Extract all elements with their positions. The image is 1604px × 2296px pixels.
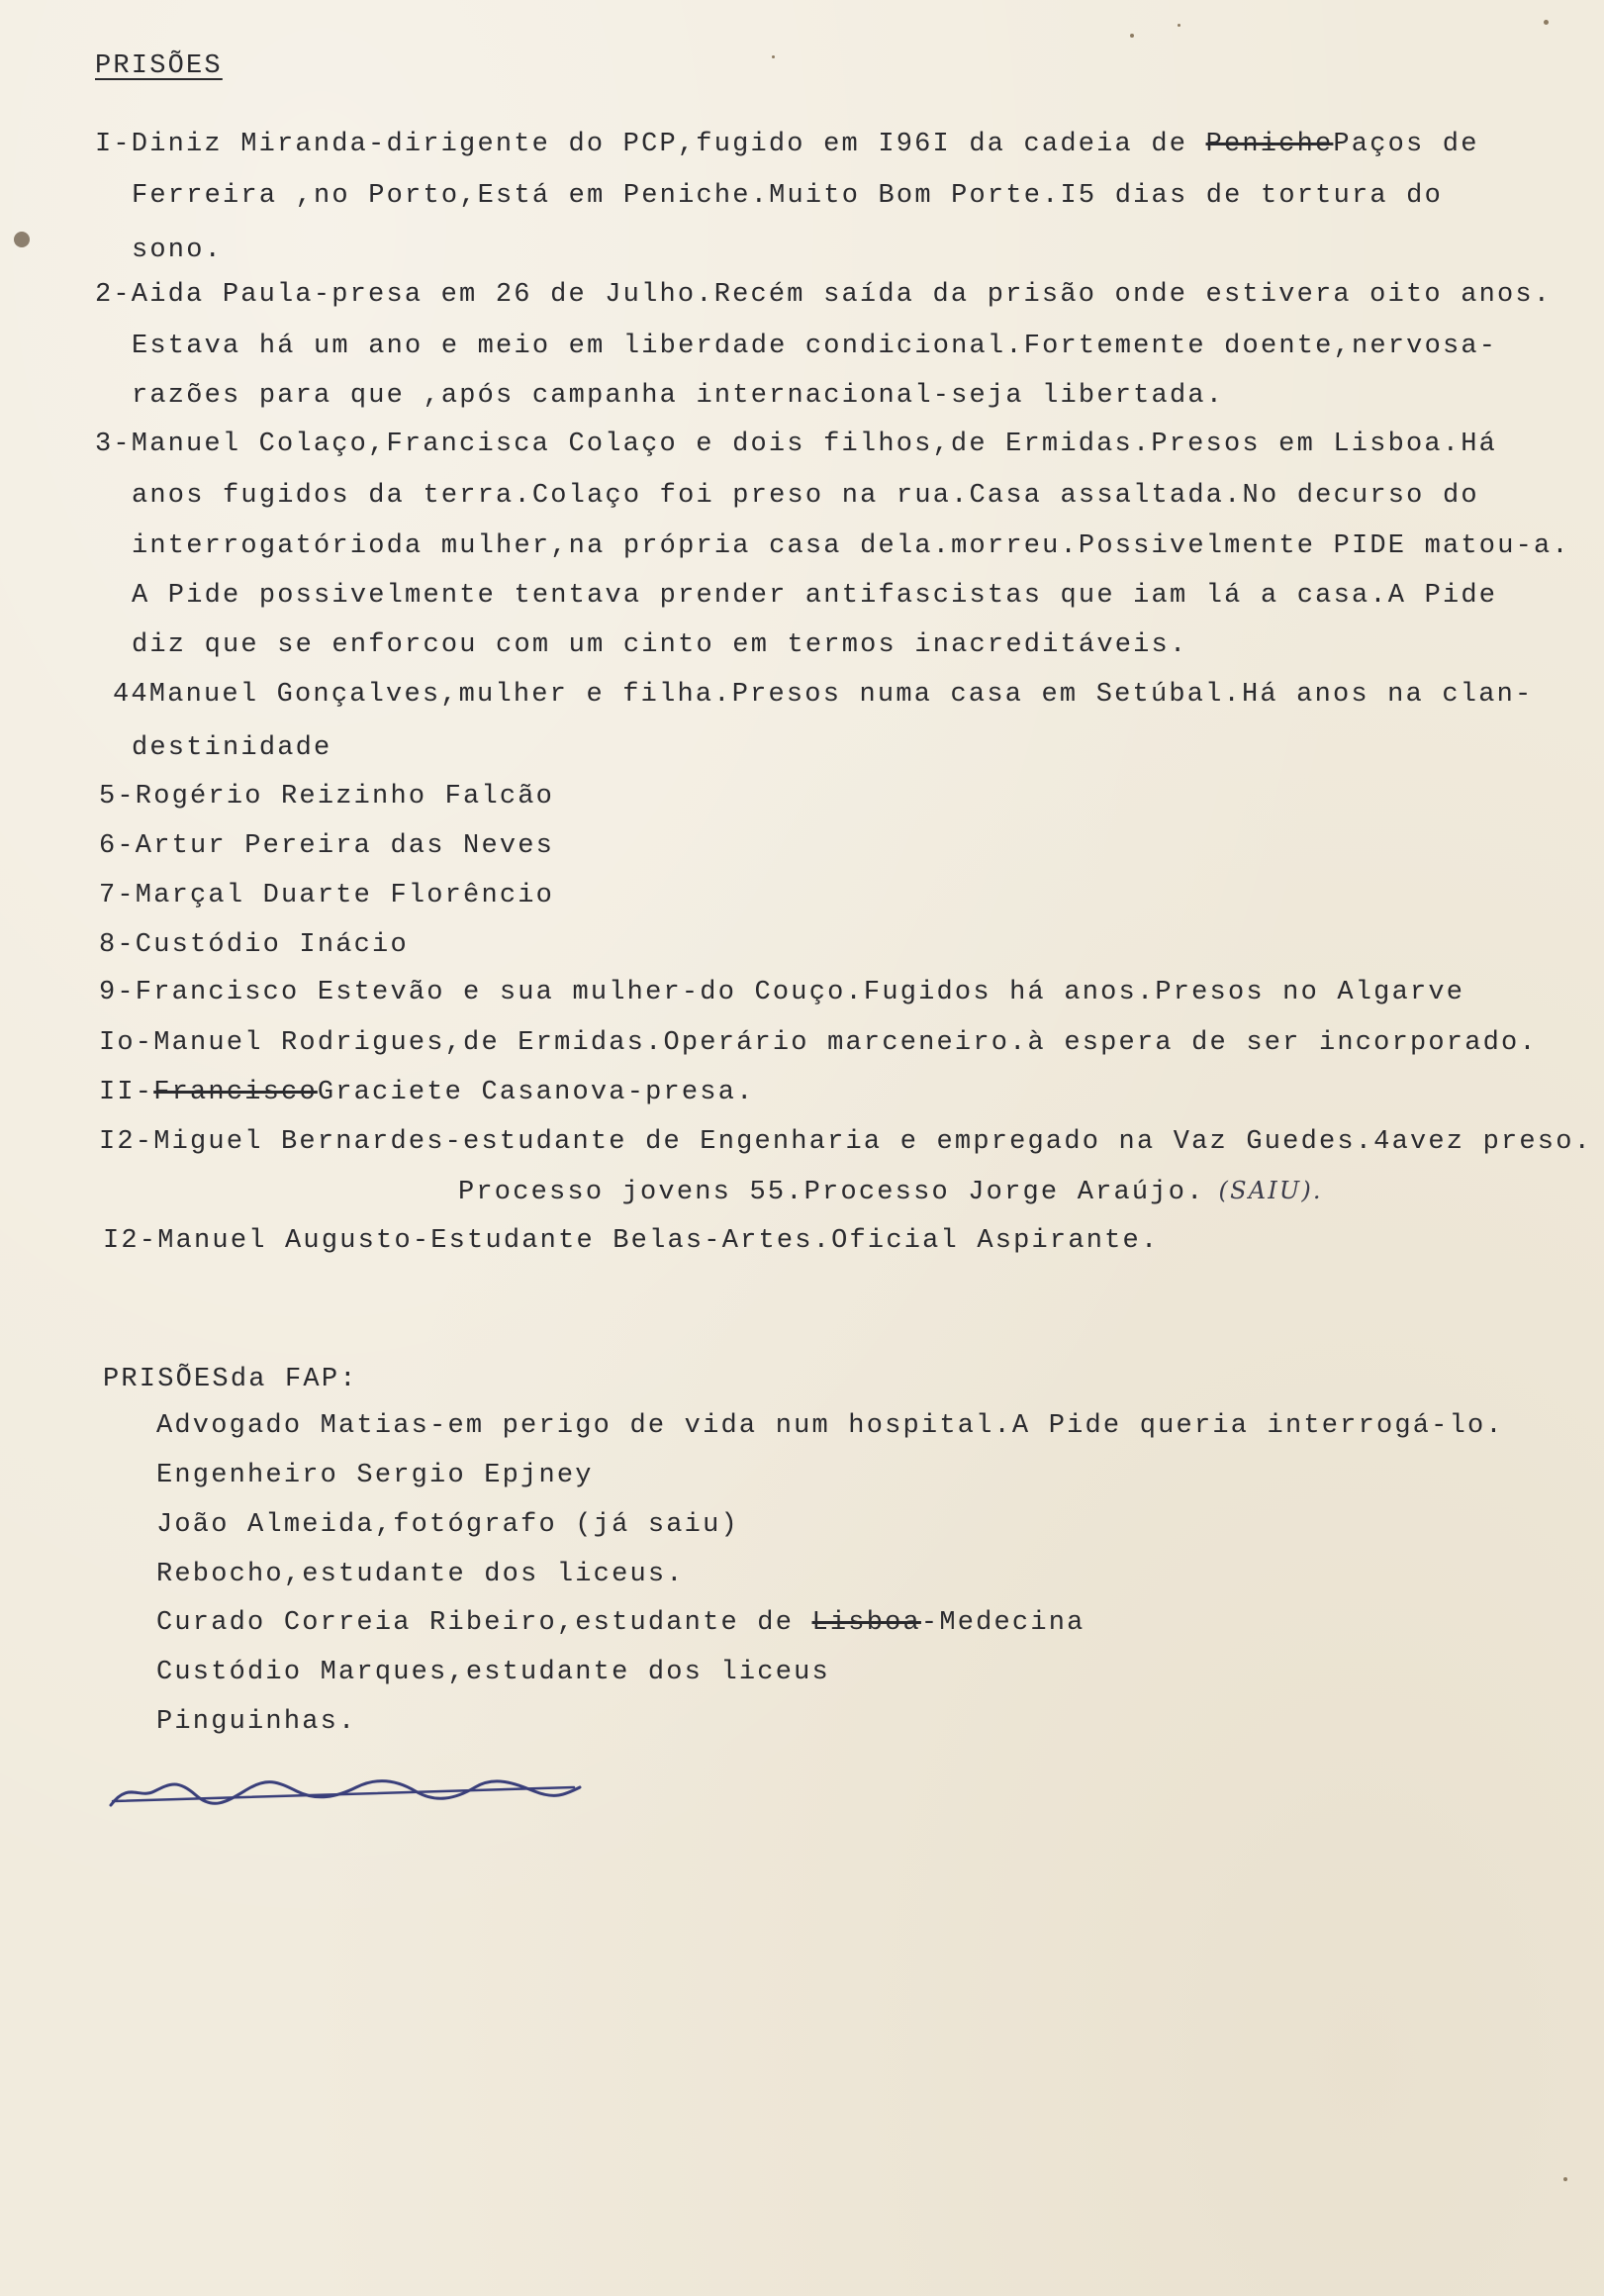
fap-item-6: Custódio Marques,estudante dos liceus (156, 1658, 830, 1687)
entry-3-line-3: interrogatórioda mulher,na própria casa dela.morreu.Possivelmente PIDE matou-a. (132, 531, 1570, 561)
struck-word: Peniche (1205, 130, 1334, 159)
fap-item-5: Curado Correia Ribeiro,estudante de Lisboa-Medecina (156, 1608, 1085, 1638)
fap-item-2: Engenheiro Sergio Epjney (156, 1461, 594, 1490)
fap-item-3: João Almeida,fotógrafo (já saiu) (156, 1510, 739, 1540)
entry-5: 5-Rogério Reizinho Falcão (99, 782, 555, 812)
fap-item-7: Pinguinhas. (156, 1707, 357, 1737)
stain-speck (772, 55, 775, 58)
fap-item-1: Advogado Matias-em perigo de vida num hospital.A Pide queria interrogá-lo. (156, 1411, 1504, 1441)
stain-speck (1544, 20, 1549, 25)
entry-3-line-1: 3-Manuel Colaço,Francisca Colaço e dois filhos,de Ermidas.Presos em Lisboa.Há (95, 430, 1498, 459)
strike-through-stroke (113, 1787, 574, 1801)
entry-8: 8-Custódio Inácio (99, 930, 409, 960)
entry-2-line-2: Estava há um ano e meio em liberdade condicional.Fortemente doente,nervosa- (132, 332, 1498, 361)
struck-word: Francisco (153, 1078, 318, 1107)
entry-6: 6-Artur Pereira das Neves (99, 831, 555, 861)
entry-1-line-3: sono. (132, 236, 224, 265)
entry-9: 9-Francisco Estevão e sua mulher-do Couço.Fugidos há anos.Presos no Algarve (99, 978, 1465, 1007)
entry-12-line-1: I2-Miguel Bernardes-estudante de Engenharia e empregado na Vaz Guedes.4avez preso. (99, 1127, 1593, 1157)
entry-2-line-3: razões para que ,após campanha internacional-seja libertada. (132, 381, 1225, 411)
stain-speck (1178, 24, 1180, 27)
handwritten-scribble (109, 1762, 584, 1821)
fap-heading: PRISÕESda FAP: (103, 1365, 358, 1394)
entry-10: Io-Manuel Rodrigues,de Ermidas.Operário marceneiro.à espera de ser incorporado. (99, 1028, 1538, 1058)
handwritten-note: (SAIU). (1218, 1177, 1323, 1204)
entry-7: 7-Marçal Duarte Florêncio (99, 881, 555, 910)
stain-speck (1130, 34, 1134, 38)
entry-3-line-2: anos fugidos da terra.Colaço foi preso na rua.Casa assaltada.No decurso do (132, 481, 1479, 511)
entry-11: II-FranciscoGraciete Casanova-presa. (99, 1078, 755, 1107)
punch-hole-mark (14, 232, 30, 247)
fap-item-4: Rebocho,estudante dos liceus. (156, 1560, 685, 1589)
entry-1-line-2: Ferreira ,no Porto,Está em Peniche.Muito Bom Porte.I5 dias de tortura do (132, 181, 1443, 211)
entry-2-line-1: 2-Aida Paula-presa em 26 de Julho.Recém saída da prisão onde estivera oito anos. (95, 280, 1553, 310)
stain-speck (1563, 2177, 1567, 2181)
entry-12-line-2: Processo jovens 55.Processo Jorge Araújo. (SAIU). (458, 1177, 1323, 1207)
document-title: PRISÕES (95, 51, 223, 81)
entry-1-line-1: I-Diniz Miranda-dirigente do PCP,fugido em I96I da cadeia de PenichePaços de (95, 130, 1479, 159)
entry-4-line-2: destinidade (132, 733, 332, 763)
entry-4-line-1: 44Manuel Gonçalves,mulher e filha.Presos numa casa em Setúbal.Há anos na clan- (113, 680, 1534, 710)
entry-13: I2-Manuel Augusto-Estudante Belas-Artes.Oficial Aspirante. (103, 1226, 1160, 1256)
struck-word: Lisboa (811, 1608, 921, 1638)
entry-3-line-4: A Pide possivelmente tentava prender antifascistas que iam lá a casa.A Pide (132, 581, 1498, 611)
entry-3-line-5: diz que se enforcou com um cinto em termos inacreditáveis. (132, 630, 1188, 660)
